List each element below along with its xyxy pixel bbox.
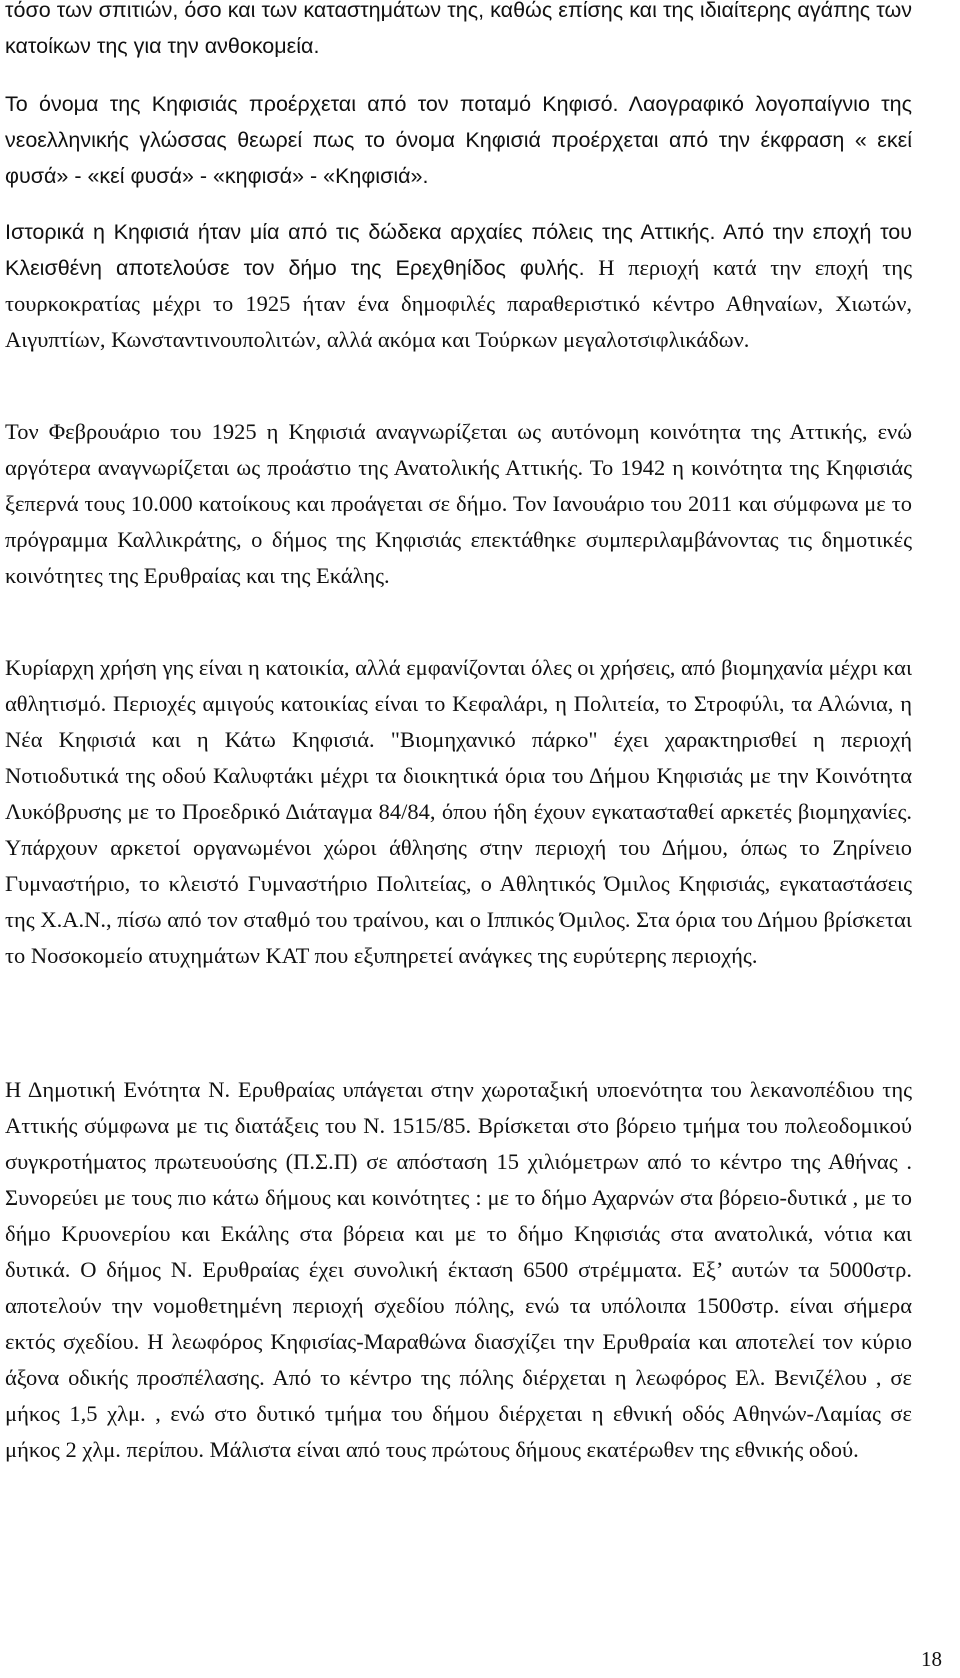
paragraph-text: τόσο των σπιτιών, όσο και των καταστημάτων της, καθώς επίσης και της ιδιαίτερης αγάπης των κατοίκων της για την ανθοκομεία. xyxy=(5,0,912,58)
paragraph-name-origin xyxy=(5,86,912,194)
page-number: 18 xyxy=(921,1647,942,1671)
paragraph-text: Κυρίαρχη χρήση γης είναι η κατοικία, αλλά εμφανίζονται όλες οι χρήσεις, από βιομηχανία μέχρι και αθλητισμό. Περιοχές αμιγούς κατοικίας είναι το Κεφαλάρι, η Πολιτεία, το Στροφύλι, τα Αλώνια, η Νέα Κηφισιά και η Κάτω Κηφισιά. "Βιομηχανικό πάρκο" έχει χαρακτηρισθεί η περιοχή Νοτιοδυτικά της οδού Καλυφτάκι μέχρι τα διοικητικά όρια του Δήμου Κηφισιάς με την Κοινότητα Λυκόβρυσης με το Προεδρικό Διάταγμα 84/84, όπου ήδη έχουν εγκατασταθεί αρκετές βιομηχανίες. Υπάρχουν αρκετοί οργανωμένοι χώροι άθλησης στην περιοχή του Δήμου, όπως το Ζηρίνειο Γυμναστήριο, το κλειστό Γυμναστήριο Πολιτείας, ο Αθλητικός Όμιλος Κηφισιάς, εγκαταστάσεις της Χ.Α.Ν., πίσω από τον σταθμό του τραίνου, και ο Ιππικός Όμιλος. Στα όρια του Δήμου βρίσκεται το Νοσοκομείο ατυχημάτων ΚΑΤ που εξυπηρετεί ανάγκες της ευρύτερης περιοχής. xyxy=(5,655,912,968)
paragraph-text: Η Δημοτική Ενότητα Ν. Ερυθραίας υπάγεται στην χωροταξική υποενότητα του λεκανοπέδιου της Αττικής σύμφωνα με τις διατάξεις του Ν. 1515/85. Βρίσκεται στο βόρειο τμήμα του πολεοδομικού συγκροτήματος πρωτευούσης (Π.Σ.Π) σε απόσταση 15 χιλιόμετρων από το κέντρο της Αθήνας . Συνορεύει με τους πιο κάτω δήμους και κοινότητες : με το δήμο Αχαρνών στα βόρειο-δυτικά , με το δήμο Κρυονερίου και Εκάλης στα βόρεια και με το δήμο Κηφισιάς στα ανατολικά, νότια και δυτικά. Ο δήμος Ν. Ερυθραίας έχει συνολική έκταση 6500 στρέμματα. Εξ’ αυτών τα 5000στρ. αποτελούν την νομοθετημένη περιοχή σχεδίου πόλης, ενώ τα υπόλοιπα 1500στρ. είναι σήμερα εκτός σχεδίου. Η λεωφόρος Κηφισίας-Μαραθώνα διασχίζει την Ερυθραία και αποτελεί τον κύριο άξονα οδικής προσπέλασης. Από το κέντρο της πόλης διέρχεται η λεωφόρος Ελ. Βενιζέλου , σε μήκος 1,5 χλμ. , ενώ στο δυτικό τμήμα του δήμου διέρχεται η εθνική οδός Αθηνών-Λαμίας σε μήκος 2 χλμ. περίπου. Μάλιστα είναι από τους πρώτους δήμους εκατέρωθεν της εθνικής οδού. xyxy=(5,1077,912,1462)
paragraph-text: Ιστορικά η Κηφισιά ήταν μία από τις δώδεκα αρχαίες πόλεις της Αττικής. Από την εποχή του Κλεισθένη αποτελούσε τον δήμο της Ερεχθηίδος φυλής. xyxy=(5,220,912,280)
paragraph-text: Η περιοχή κατά την εποχή της τουρκοκρατίας μέχρι το 1925 ήταν ένα δημοφιλές παραθεριστικό κέντρο Αθηναίων, Χιωτών, Αιγυπτίων, Κωνσταντινουπολιτών, αλλά ακόμα και Τούρκων μεγαλοτσιφλικάδων. xyxy=(5,255,912,352)
paragraph-history xyxy=(5,214,912,358)
paragraph-community xyxy=(5,414,912,594)
paragraph-land-use xyxy=(5,650,912,974)
paragraph-text: Τον Φεβρουάριο του 1925 η Κηφισιά αναγνωρίζεται ως αυτόνομη κοινότητα της Αττικής, ενώ αργότερα αναγνωρίζεται ως προάστιο της Ανατολικής Αττικής. Το 1942 η κοινότητα της Κηφισιάς ξεπερνά τους 10.000 κατοίκους και προάγεται σε δήμο. Τον Ιανουάριο του 2011 και σύμφωνα με το πρόγραμμα Καλλικράτης, ο δήμος της Κηφισιάς επεκτάθηκε συμπεριλαμβάνοντας τις δημοτικές κοινότητες της Ερυθραίας και της Εκάλης. xyxy=(5,419,912,588)
paragraph-anthokomia xyxy=(5,0,912,64)
paragraph-erythraia xyxy=(5,1072,912,1468)
paragraph-text: Το όνομα της Κηφισιάς προέρχεται από τον ποταμό Κηφισό. Λαογραφικό λογοπαίγνιο της νεοελληνικής γλώσσας θεωρεί πως το όνομα Κηφισιά προέρχεται από την έκφραση « εκεί φυσά» - «κεί φυσά» - «κηφισά» - «Κηφισιά». xyxy=(5,92,912,188)
